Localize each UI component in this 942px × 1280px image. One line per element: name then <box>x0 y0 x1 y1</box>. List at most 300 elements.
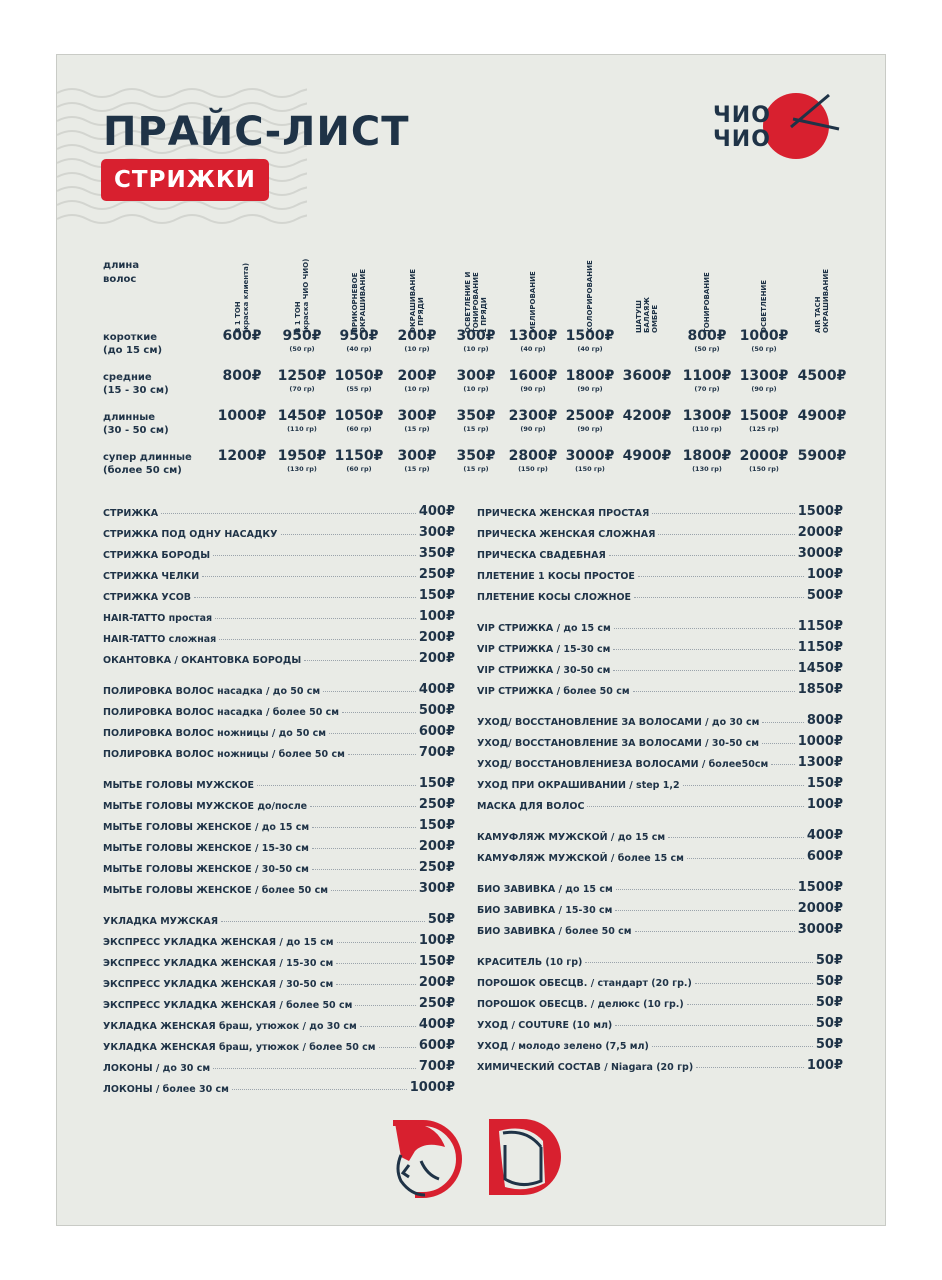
dotted-leader <box>336 984 416 985</box>
service-name: ПОЛИРОВКА ВОЛОС ножницы / более 50 см <box>103 749 345 760</box>
price-list-item <box>477 773 843 791</box>
grid-cell <box>329 407 389 434</box>
dotted-leader <box>695 983 813 984</box>
service-price: 300₽ <box>418 881 455 896</box>
dotted-leader <box>342 712 416 713</box>
grid-cell-price: 1450₽ <box>277 408 327 424</box>
service-price: 600₽ <box>418 1038 455 1053</box>
dotted-leader <box>696 1067 804 1068</box>
grid-column-header-label: ПРИКОРНЕВОЕ ОКРАШИВАНИЕ <box>351 269 367 333</box>
dotted-leader <box>336 963 416 964</box>
grid-cell-amount: (55 гр) <box>346 385 372 393</box>
dotted-leader <box>687 1004 813 1005</box>
grid-cell <box>329 367 389 394</box>
service-name: VIP СТРИЖКА / 30-50 см <box>477 665 611 676</box>
grid-cell-amount: (40 гр) <box>346 345 372 353</box>
service-name: МЫТЬЕ ГОЛОВЫ МУЖСКОЕ до/после <box>103 801 308 812</box>
grid-column-header-label: ОКРАШИВАНИЕ 1 ПРЯДИ <box>409 269 425 333</box>
service-name: УКЛАДКА ЖЕНСКАЯ браш, утюжок / более 50 см <box>103 1042 376 1053</box>
logo-text-line2: ЧИО <box>713 127 771 152</box>
grid-cell <box>792 367 852 385</box>
grid-cell-price: 600₽ <box>222 328 262 344</box>
price-list-item <box>477 992 843 1010</box>
dotted-leader <box>310 806 416 807</box>
price-list-item <box>477 1055 843 1073</box>
service-price: 1150₽ <box>797 619 843 634</box>
grid-cell <box>503 447 563 474</box>
service-name: БИО ЗАВИВКА / до 15 см <box>477 884 613 895</box>
service-name: ЛОКОНЫ / до 30 см <box>103 1063 211 1074</box>
service-name: ОКАНТОВКА / ОКАНТОВКА БОРОДЫ <box>103 655 302 666</box>
grid-cell-price: 1300₽ <box>682 408 732 424</box>
service-name: УКЛАДКА ЖЕНСКАЯ браш, утюжок / до 30 см <box>103 1021 357 1032</box>
dotted-leader <box>312 827 416 828</box>
dotted-leader <box>762 722 803 723</box>
service-name: МЫТЬЕ ГОЛОВЫ ЖЕНСКОЕ / 15-30 см <box>103 843 309 854</box>
grid-cell-amount: (90 гр) <box>520 425 546 433</box>
service-price: 100₽ <box>418 933 455 948</box>
service-name: КАМУФЛЯЖ МУЖСКОЙ / до 15 см <box>477 832 666 843</box>
price-list-item <box>103 794 455 812</box>
price-list-item <box>103 606 455 624</box>
service-name: ЭКСПРЕСС УКЛАДКА ЖЕНСКАЯ / до 15 см <box>103 937 334 948</box>
service-price: 1000₽ <box>797 734 843 749</box>
grid-cell <box>272 327 332 354</box>
price-sheet <box>56 54 886 1226</box>
grid-row-label: длинные (30 - 50 см) <box>103 412 169 436</box>
grid-cell-amount: (40 гр) <box>520 345 546 353</box>
grid-cell-price: 4900₽ <box>797 408 847 424</box>
dotted-leader <box>348 754 416 755</box>
service-price: 150₽ <box>806 776 843 791</box>
price-list-item <box>477 731 843 749</box>
grid-cell-price: 4900₽ <box>622 448 672 464</box>
dotted-leader <box>668 837 804 838</box>
service-name: МАСКА ДЛЯ ВОЛОС <box>477 801 585 812</box>
service-name: БИО ЗАВИВКА / 15-30 см <box>477 905 613 916</box>
grid-column-header <box>464 225 488 333</box>
price-list-item <box>477 898 843 916</box>
service-price: 300₽ <box>418 525 455 540</box>
dotted-leader <box>615 1025 813 1026</box>
service-name: ПОРОШОК ОБЕСЦВ. / делюкс (10 гр.) <box>477 999 684 1010</box>
grid-cell-price: 800₽ <box>687 328 727 344</box>
service-name: ПРИЧЕСКА ЖЕНСКАЯ СЛОЖНАЯ <box>477 529 656 540</box>
grid-cell <box>272 407 332 434</box>
price-grid-header <box>57 223 886 333</box>
grid-column-header-label: В 1 ТОН (краска ЧИО ЧИО) <box>294 258 310 333</box>
grid-cell <box>212 407 272 425</box>
grid-cell-price: 1000₽ <box>739 328 789 344</box>
grid-cell-amount: (15 гр) <box>404 465 430 473</box>
grid-cell <box>212 447 272 465</box>
grid-cell-amount: (130 гр) <box>692 465 722 473</box>
service-price: 500₽ <box>806 588 843 603</box>
service-price: 1150₽ <box>797 640 843 655</box>
grid-cell <box>387 327 447 354</box>
grid-cell <box>272 447 332 474</box>
dotted-leader <box>633 691 795 692</box>
grid-cell <box>329 447 389 474</box>
grid-cell-price: 4200₽ <box>622 408 672 424</box>
grid-cell <box>387 367 447 394</box>
service-price: 100₽ <box>418 609 455 624</box>
grid-cell-price: 1300₽ <box>739 368 789 384</box>
service-price: 250₽ <box>418 567 455 582</box>
grid-cell-price: 3600₽ <box>622 368 672 384</box>
grid-cell-amount: (70 гр) <box>694 385 720 393</box>
grid-cell-price: 800₽ <box>222 368 262 384</box>
dotted-leader <box>635 931 795 932</box>
service-name: МЫТЬЕ ГОЛОВЫ ЖЕНСКОЕ / 30-50 см <box>103 864 309 875</box>
service-name: УХОД/ ВОССТАНОВЛЕНИЕЗА ВОЛОСАМИ / более50см <box>477 759 769 770</box>
dotted-leader <box>771 764 795 765</box>
dotted-leader <box>323 691 416 692</box>
price-list-item <box>103 1035 455 1053</box>
service-price: 2000₽ <box>797 901 843 916</box>
grid-cell-price: 1300₽ <box>508 328 558 344</box>
service-price: 1500₽ <box>797 504 843 519</box>
service-name: УХОД ПРИ ОКРАШИВАНИИ / step 1,2 <box>477 780 680 791</box>
price-list-item <box>477 752 843 770</box>
service-price: 150₽ <box>418 818 455 833</box>
service-price: 100₽ <box>806 1058 843 1073</box>
service-name: ПЛЕТЕНИЕ КОСЫ СЛОЖНОЕ <box>477 592 632 603</box>
price-list-item <box>477 658 843 676</box>
grid-cell-price: 1050₽ <box>334 368 384 384</box>
service-price: 1300₽ <box>797 755 843 770</box>
service-name: VIP СТРИЖКА / до 15 см <box>477 623 611 634</box>
service-price: 400₽ <box>806 828 843 843</box>
grid-cell <box>212 367 272 385</box>
grid-row <box>57 407 886 445</box>
brand-logo <box>707 89 847 169</box>
grid-cell-amount: (90 гр) <box>751 385 777 393</box>
grid-cell <box>272 367 332 394</box>
service-name: УХОД/ ВОССТАНОВЛЕНИЕ ЗА ВОЛОСАМИ / до 30 см <box>477 717 760 728</box>
grid-cell-price: 1800₽ <box>565 368 615 384</box>
grid-cell-amount: (130 гр) <box>287 465 317 473</box>
grid-cell-price: 1600₽ <box>508 368 558 384</box>
dotted-leader <box>614 628 795 629</box>
grid-column-header <box>578 225 602 333</box>
grid-cell-price: 300₽ <box>456 328 496 344</box>
service-name: ПОЛИРОВКА ВОЛОС насадка / более 50 см <box>103 707 340 718</box>
page-title: ПРАЙС-ЛИСТ <box>103 109 410 155</box>
grid-cell-price: 350₽ <box>456 448 496 464</box>
dotted-leader <box>652 513 794 514</box>
service-price: 200₽ <box>418 630 455 645</box>
dotted-leader <box>613 649 794 650</box>
price-list-item <box>103 909 455 927</box>
service-price: 1000₽ <box>409 1080 455 1095</box>
dotted-leader <box>616 889 795 890</box>
service-price: 50₽ <box>815 1016 843 1031</box>
service-price: 150₽ <box>418 954 455 969</box>
grid-cell <box>617 407 677 425</box>
price-list-item <box>103 522 455 540</box>
dotted-leader <box>219 639 416 640</box>
length-label: длина волос <box>103 260 140 285</box>
dotted-leader <box>232 1089 407 1090</box>
price-list-item <box>477 543 843 561</box>
grid-cell <box>677 407 737 434</box>
grid-cell-amount: (10 гр) <box>404 345 430 353</box>
grid-cell-price: 1250₽ <box>277 368 327 384</box>
service-price: 100₽ <box>806 567 843 582</box>
service-price: 400₽ <box>418 1017 455 1032</box>
grid-row <box>57 327 886 365</box>
service-price: 50₽ <box>815 974 843 989</box>
grid-cell-amount: (50 гр) <box>694 345 720 353</box>
service-name: ЛОКОНЫ / более 30 см <box>103 1084 229 1095</box>
service-price: 700₽ <box>418 745 455 760</box>
price-list-item <box>103 993 455 1011</box>
service-price: 800₽ <box>806 713 843 728</box>
dotted-leader <box>613 670 794 671</box>
grid-cell <box>560 327 620 354</box>
service-price: 50₽ <box>427 912 455 927</box>
dotted-leader <box>587 806 803 807</box>
grid-cell-price: 950₽ <box>339 328 379 344</box>
price-list-item <box>477 919 843 937</box>
grid-cell-price: 1500₽ <box>739 408 789 424</box>
price-list-item <box>477 1034 843 1052</box>
service-price: 250₽ <box>418 797 455 812</box>
price-list-item <box>477 794 843 812</box>
service-price: 200₽ <box>418 975 455 990</box>
grid-cell <box>503 407 563 434</box>
dotted-leader <box>652 1046 813 1047</box>
grid-cell-price: 1950₽ <box>277 448 327 464</box>
service-price: 2000₽ <box>797 525 843 540</box>
dotted-leader <box>312 869 416 870</box>
grid-cell-price: 300₽ <box>456 368 496 384</box>
price-list-item <box>477 710 843 728</box>
dotted-leader <box>585 962 812 963</box>
service-name: КРАСИТЕЛЬ (10 гр) <box>477 957 583 968</box>
grid-cell-price: 950₽ <box>282 328 322 344</box>
grid-cell <box>503 327 563 354</box>
service-name: СТРИЖКА ЧЕЛКИ <box>103 571 200 582</box>
footer-icons <box>387 1115 567 1205</box>
grid-row <box>57 447 886 485</box>
service-name: УХОД/ ВОССТАНОВЛЕНИЕ ЗА ВОЛОСАМИ / 30-50 см <box>477 738 759 749</box>
service-name: ПЛЕТЕНИЕ 1 КОСЫ ПРОСТОЕ <box>477 571 635 582</box>
grid-cell-amount: (150 гр) <box>518 465 548 473</box>
grid-cell-price: 3000₽ <box>565 448 615 464</box>
price-list-item <box>103 700 455 718</box>
grid-cell-amount: (15 гр) <box>463 465 489 473</box>
service-price: 50₽ <box>815 1037 843 1052</box>
price-list-item <box>103 836 455 854</box>
price-list-item <box>477 501 843 519</box>
grid-cell-price: 300₽ <box>397 448 437 464</box>
grid-cell <box>387 407 447 434</box>
grid-column-header <box>290 225 314 333</box>
grid-cell-price: 2800₽ <box>508 448 558 464</box>
service-name: СТРИЖКА БОРОДЫ <box>103 550 211 561</box>
service-name: МЫТЬЕ ГОЛОВЫ ЖЕНСКОЕ / до 15 см <box>103 822 310 833</box>
service-name: VIP СТРИЖКА / более 50 см <box>477 686 630 697</box>
grid-cell <box>387 447 447 474</box>
service-name: VIP СТРИЖКА / 15-30 см <box>477 644 611 655</box>
grid-row-label: средние (15 - 30 см) <box>103 372 169 396</box>
grid-cell <box>792 407 852 425</box>
dotted-leader <box>281 534 416 535</box>
service-name: МЫТЬЕ ГОЛОВЫ МУЖСКОЕ <box>103 780 255 791</box>
grid-column-header-label: ОСВЕТЛЕНИЕ И ТОНИРОВАНИЕ 1 ПРЯДИ <box>464 271 488 333</box>
service-price: 250₽ <box>418 996 455 1011</box>
dotted-leader <box>257 785 416 786</box>
service-price: 150₽ <box>418 776 455 791</box>
grid-column-header-label: ОСВЕТЛЕНИЕ <box>760 279 768 333</box>
service-price: 200₽ <box>418 651 455 666</box>
service-price: 400₽ <box>418 682 455 697</box>
service-name: ЭКСПРЕСС УКЛАДКА ЖЕНСКАЯ / 30-50 см <box>103 979 334 990</box>
grid-cell <box>734 327 794 354</box>
service-price: 100₽ <box>806 797 843 812</box>
service-name: ХИМИЧЕСКИЙ СОСТАВ / Niagara (20 гр) <box>477 1062 694 1073</box>
grid-cell-amount: (40 гр) <box>577 345 603 353</box>
category-badge: СТРИЖКИ <box>101 159 269 201</box>
grid-cell <box>677 447 737 474</box>
service-name: ЭКСПРЕСС УКЛАДКА ЖЕНСКАЯ / более 50 см <box>103 1000 353 1011</box>
grid-cell-amount: (10 гр) <box>404 385 430 393</box>
service-price: 700₽ <box>418 1059 455 1074</box>
grid-cell <box>792 447 852 465</box>
grid-cell-amount: (90 гр) <box>577 425 603 433</box>
grid-cell-price: 5900₽ <box>797 448 847 464</box>
price-list-item <box>103 951 455 969</box>
price-list-item <box>477 522 843 540</box>
service-price: 500₽ <box>418 703 455 718</box>
price-list-item <box>103 721 455 739</box>
price-list-item <box>103 930 455 948</box>
dotted-leader <box>329 733 416 734</box>
price-list-item <box>103 742 455 760</box>
grid-column-header <box>810 225 834 333</box>
price-list-item <box>103 815 455 833</box>
dotted-leader <box>615 910 794 911</box>
price-list-item <box>103 878 455 896</box>
dotted-leader <box>161 513 416 514</box>
grid-cell-amount: (70 гр) <box>289 385 315 393</box>
grid-cell-price: 2000₽ <box>739 448 789 464</box>
dotted-leader <box>304 660 416 661</box>
price-list-item <box>103 679 455 697</box>
grid-cell <box>617 367 677 385</box>
service-name: КАМУФЛЯЖ МУЖСКОЙ / более 15 см <box>477 853 684 864</box>
dotted-leader <box>194 597 416 598</box>
dotted-leader <box>215 618 416 619</box>
grid-cell-amount: (90 гр) <box>577 385 603 393</box>
grid-cell-price: 350₽ <box>456 408 496 424</box>
price-list-item <box>477 877 843 895</box>
service-price: 600₽ <box>806 849 843 864</box>
grid-cell-amount: (90 гр) <box>520 385 546 393</box>
grid-cell-amount: (15 гр) <box>463 425 489 433</box>
grid-cell <box>329 327 389 354</box>
service-price: 350₽ <box>418 546 455 561</box>
grid-cell-price: 200₽ <box>397 328 437 344</box>
grid-cell <box>617 447 677 465</box>
grid-cell-price: 1050₽ <box>334 408 384 424</box>
grid-column-header <box>347 225 371 333</box>
dotted-leader <box>213 1068 416 1069</box>
grid-cell <box>446 367 506 394</box>
price-list-item <box>477 825 843 843</box>
service-price: 3000₽ <box>797 922 843 937</box>
grid-cell-amount: (60 гр) <box>346 465 372 473</box>
grid-cell-price: 200₽ <box>397 368 437 384</box>
service-name: БИО ЗАВИВКА / более 50 см <box>477 926 632 937</box>
price-list-item <box>477 950 843 968</box>
service-price: 50₽ <box>815 953 843 968</box>
service-name: МЫТЬЕ ГОЛОВЫ ЖЕНСКОЕ / более 50 см <box>103 885 328 896</box>
grid-cell-price: 1100₽ <box>682 368 732 384</box>
service-name: ПРИЧЕСКА СВАДЕБНАЯ <box>477 550 606 561</box>
grid-column-header <box>752 225 776 333</box>
grid-column-header-label: ТОНИРОВАНИЕ <box>703 272 711 333</box>
grid-cell-price: 1200₽ <box>217 448 267 464</box>
grid-column-header <box>521 225 545 333</box>
price-list-item <box>103 857 455 875</box>
price-list-item <box>477 1013 843 1031</box>
grid-cell-price: 1000₽ <box>217 408 267 424</box>
grid-row-label: супер длинные (более 50 см) <box>103 452 192 476</box>
price-list-item <box>103 972 455 990</box>
price-list-item <box>477 616 843 634</box>
grid-cell <box>446 407 506 434</box>
service-name: СТРИЖКА ПОД ОДНУ НАСАДКУ <box>103 529 278 540</box>
grid-cell-amount: (125 гр) <box>749 425 779 433</box>
dotted-leader <box>312 848 416 849</box>
grid-cell-price: 2500₽ <box>565 408 615 424</box>
grid-column-header-label: AIR TACH ОКРАШИВАНИЕ <box>814 269 830 333</box>
service-price: 3000₽ <box>797 546 843 561</box>
price-list-item <box>103 501 455 519</box>
grid-column-header-label: В 1 ТОН (краска клиента) <box>234 262 250 333</box>
price-list-item <box>103 1014 455 1032</box>
grid-cell-amount: (15 гр) <box>404 425 430 433</box>
price-list-item <box>477 564 843 582</box>
service-name: УКЛАДКА МУЖСКАЯ <box>103 916 219 927</box>
grid-row-label: короткие (до 15 см) <box>103 332 163 356</box>
service-name: ПОЛИРОВКА ВОЛОС насадка / до 50 см <box>103 686 321 697</box>
price-list-item <box>477 637 843 655</box>
grid-column-header <box>230 225 254 333</box>
grid-cell-amount: (50 гр) <box>289 345 315 353</box>
service-price: 200₽ <box>418 839 455 854</box>
service-price: 1450₽ <box>797 661 843 676</box>
dotted-leader <box>202 576 416 577</box>
grid-cell-amount: (110 гр) <box>287 425 317 433</box>
price-list-item <box>103 1077 455 1095</box>
grid-row <box>57 367 886 405</box>
service-price: 1850₽ <box>797 682 843 697</box>
price-list-item <box>103 773 455 791</box>
service-price: 1500₽ <box>797 880 843 895</box>
grid-cell <box>446 447 506 474</box>
grid-cell-price: 4500₽ <box>797 368 847 384</box>
dotted-leader <box>638 576 804 577</box>
price-list-item <box>477 846 843 864</box>
grid-column-header-label: МЕЛИРОВАНИЕ <box>529 271 537 333</box>
dotted-leader <box>355 1005 415 1006</box>
grid-cell-price: 1800₽ <box>682 448 732 464</box>
grid-cell <box>734 447 794 474</box>
